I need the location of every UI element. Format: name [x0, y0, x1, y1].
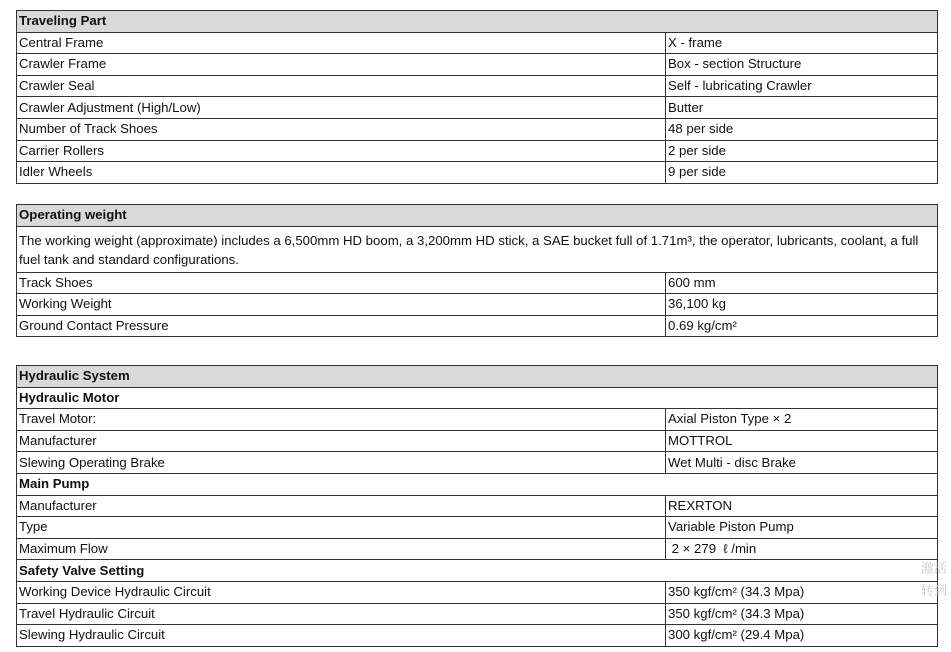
- table-row: [17, 625, 938, 647]
- spec-label: Manufacturer: [17, 430, 666, 452]
- spec-label: Carrier Rollers: [17, 140, 666, 162]
- spec-value: 2 per side: [666, 140, 938, 162]
- table-row: [17, 118, 938, 140]
- table-row: [17, 409, 938, 431]
- subsection-row: [17, 560, 938, 582]
- operating-weight-table: [16, 204, 938, 337]
- table-row: [17, 581, 938, 603]
- section-header-row: [17, 11, 938, 33]
- section-title-traveling: Traveling Part: [17, 11, 938, 33]
- table-row: [17, 538, 938, 560]
- spec-label: Slewing Hydraulic Circuit: [17, 625, 666, 647]
- spec-label: Travel Motor:: [17, 409, 666, 431]
- table-row: [17, 294, 938, 316]
- spec-value: REXRTON: [666, 495, 938, 517]
- spec-value: 2 × 279 ℓ /min: [666, 538, 938, 560]
- subsection-row: [17, 387, 938, 409]
- spec-label: Number of Track Shoes: [17, 118, 666, 140]
- spec-value: 600 mm: [666, 272, 938, 294]
- spec-value: 300 kgf/cm² (29.4 Mpa): [666, 625, 938, 647]
- spec-value: 0.69 kg/cm²: [666, 315, 938, 337]
- subsection-title-safety-valve: Safety Valve Setting: [17, 560, 938, 582]
- spec-label: Travel Hydraulic Circuit: [17, 603, 666, 625]
- table-row: [17, 162, 938, 184]
- table-row: [17, 430, 938, 452]
- watermark-line-1: 激活: [921, 562, 948, 577]
- spec-label: Ground Contact Pressure: [17, 315, 666, 337]
- spec-value: 48 per side: [666, 118, 938, 140]
- table-row: [17, 603, 938, 625]
- spec-value: Wet Multi - disc Brake: [666, 452, 938, 474]
- spec-value: 36,100 kg: [666, 294, 938, 316]
- spec-value: 350 kgf/cm² (34.3 Mpa): [666, 581, 938, 603]
- spec-label: Working Device Hydraulic Circuit: [17, 581, 666, 603]
- table-row: [17, 517, 938, 539]
- spec-label: Working Weight: [17, 294, 666, 316]
- spec-label: Maximum Flow: [17, 538, 666, 560]
- traveling-part-table: [16, 10, 938, 184]
- spec-label: Central Frame: [17, 32, 666, 54]
- spec-label: Crawler Seal: [17, 75, 666, 97]
- spec-value: 9 per side: [666, 162, 938, 184]
- section-header-row: [17, 205, 938, 227]
- subsection-title-hydraulic-motor: Hydraulic Motor: [17, 387, 938, 409]
- section-title-hydraulic: Hydraulic System: [17, 366, 938, 388]
- spec-value: X - frame: [666, 32, 938, 54]
- subsection-title-main-pump: Main Pump: [17, 473, 938, 495]
- watermark-line-2: 转到: [921, 584, 948, 599]
- table-row: [17, 452, 938, 474]
- spec-label: Crawler Adjustment (High/Low): [17, 97, 666, 119]
- spec-value: Butter: [666, 97, 938, 119]
- spec-value: Axial Piston Type × 2: [666, 409, 938, 431]
- table-row: [17, 272, 938, 294]
- table-row: [17, 495, 938, 517]
- spec-value: Variable Piston Pump: [666, 517, 938, 539]
- table-row: [17, 32, 938, 54]
- table-row: [17, 97, 938, 119]
- table-row: [17, 75, 938, 97]
- table-row: [17, 54, 938, 76]
- section-header-row: [17, 366, 938, 388]
- spec-value: 350 kgf/cm² (34.3 Mpa): [666, 603, 938, 625]
- spec-value: Self - lubricating Crawler: [666, 75, 938, 97]
- description-row: [17, 226, 938, 272]
- spec-label: Manufacturer: [17, 495, 666, 517]
- spec-value: MOTTROL: [666, 430, 938, 452]
- subsection-row: [17, 473, 938, 495]
- spec-label: Track Shoes: [17, 272, 666, 294]
- spec-label: Idler Wheels: [17, 162, 666, 184]
- spec-label: Slewing Operating Brake: [17, 452, 666, 474]
- spec-value: Box - section Structure: [666, 54, 938, 76]
- table-row: [17, 140, 938, 162]
- hydraulic-system-table: [16, 365, 938, 647]
- section-title-operating: Operating weight: [17, 205, 938, 227]
- spec-label: Crawler Frame: [17, 54, 666, 76]
- operating-description: The working weight (approximate) includes a 6,500mm HD boom, a 3,200mm HD stick, a SAE bucket full of 1.71m³, the operator, lubricants, coolant, a full fuel tank and standard configurations.: [17, 226, 938, 272]
- spec-label: Type: [17, 517, 666, 539]
- table-row: [17, 315, 938, 337]
